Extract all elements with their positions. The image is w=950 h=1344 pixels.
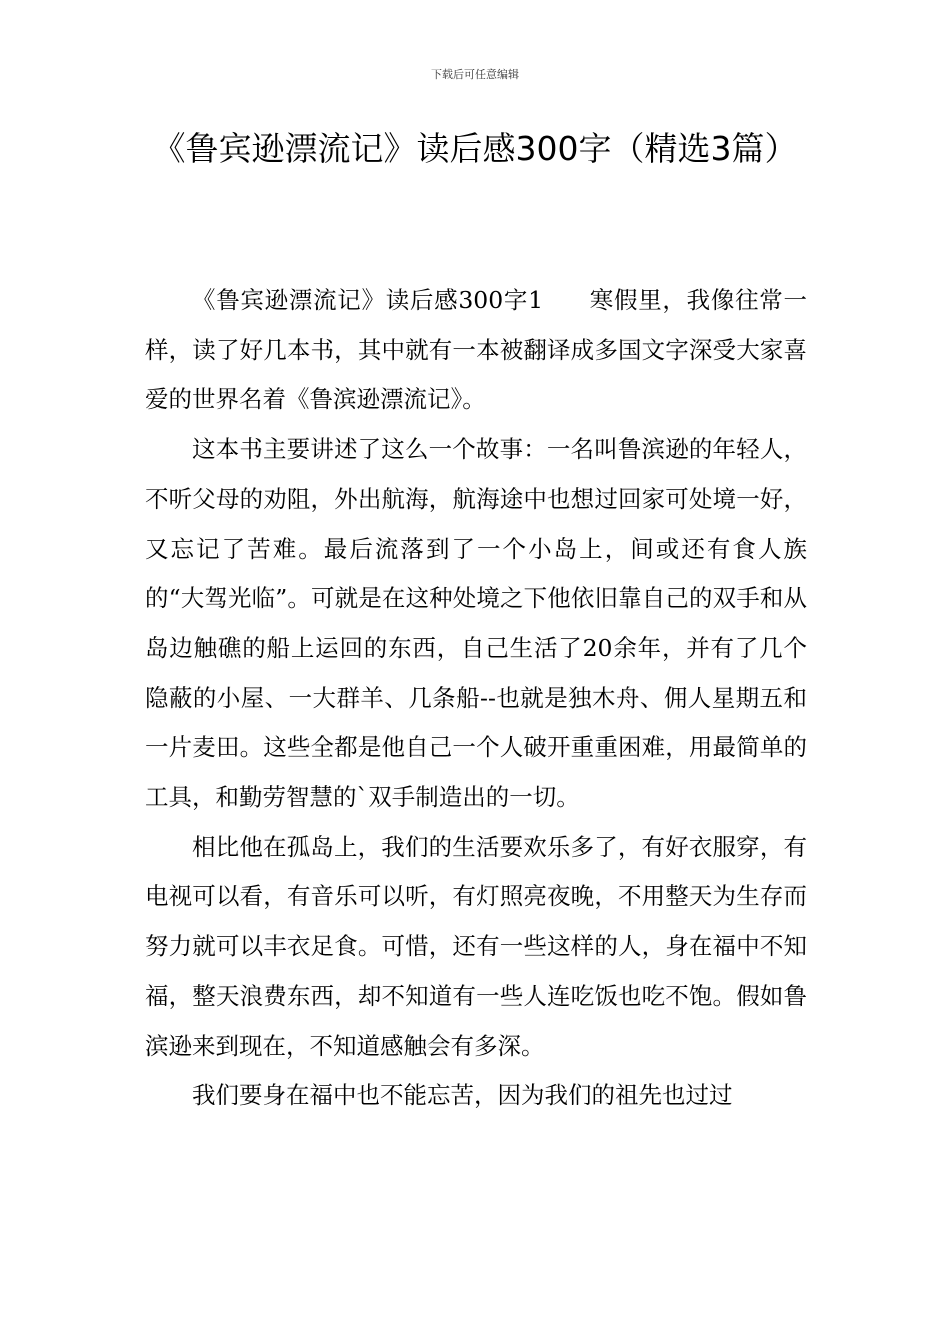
paragraph-1 [145, 276, 807, 425]
header-note: 下载后可任意编辑 [431, 68, 519, 81]
paragraph-3: 相比他在孤岛上，我们的生活要欢乐多了，有好衣服穿，有电视可以看，有音乐可以听，有灯照亮夜晚，不用整天为生存而努力就可以丰衣足食。可惜，还有一些这样的人，身在福中不知福，整天浪费东西，却不知道有一些人连吃饭也吃不饱。假如鲁滨逊来到现在，不知道感触会有多深。 [145, 832, 807, 1060]
document-body [145, 276, 807, 1121]
section-heading: 《鲁宾逊漂流记》读后感300字1 [192, 286, 544, 314]
paragraph-text: 寒假里，我像往常一样，读了好几本书，其中就有一本被翻译成多国文字深受大家喜爱的世界名着《鲁滨逊漂流记》。 [145, 286, 807, 414]
document-title: 《鲁宾逊漂流记》读后感300字（精选3篇） [152, 129, 798, 168]
paragraph-4: 我们要身在福中也不能忘苦，因为我们的祖先也过过 [192, 1081, 733, 1110]
paragraph-2: 这本书主要讲述了这么一个故事：一名叫鲁滨逊的年轻人，不听父母的劝阻，外出航海，航海途中也想过回家可处境一好，又忘记了苦难。最后流落到了一个小岛上，间或还有食人族的“大驾光临”。可就是在这种处境之下他依旧靠自己的双手和从岛边触礁的船上运回的东西，自己生活了20余年，并有了几个隐蔽的小屋、一大群羊、几条船--也就是独木舟、佣人星期五和一片麦田。这些全都是他自己一个人破开重重困难，用最简单的工具，和勤劳智慧的`双手制造出的一切。 [145, 435, 807, 812]
